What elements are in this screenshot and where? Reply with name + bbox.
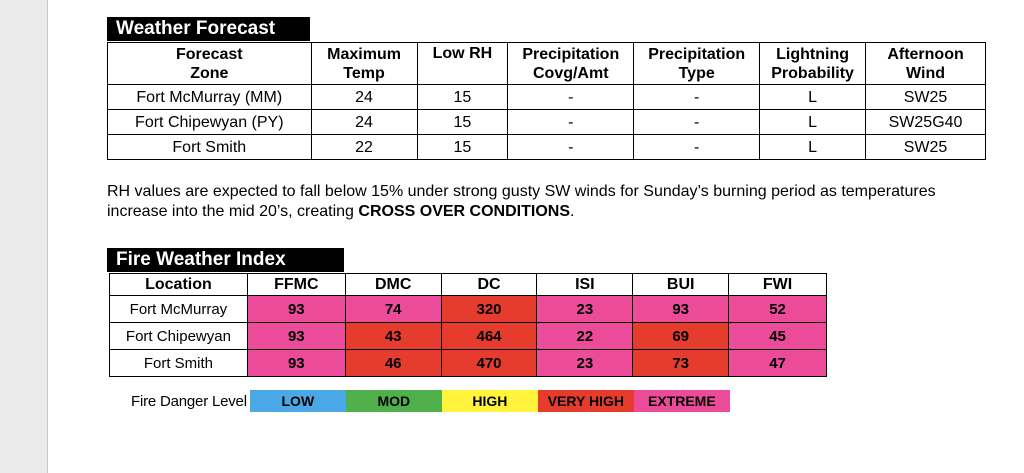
low-rh-cell: 15 bbox=[417, 110, 508, 135]
fire-weather-index-table bbox=[109, 273, 827, 377]
document-page bbox=[47, 0, 1024, 473]
header-bui: BUI bbox=[633, 274, 729, 296]
precip-covg-cell: - bbox=[508, 110, 634, 135]
precip-type-cell: - bbox=[634, 85, 760, 110]
table-row bbox=[110, 296, 827, 323]
dc-cell: 470 bbox=[441, 350, 537, 377]
zone-cell: Fort McMurray (MM) bbox=[108, 85, 312, 110]
zone-cell: Fort Smith bbox=[108, 135, 312, 160]
precip-covg-cell: - bbox=[508, 135, 634, 160]
dmc-cell: 43 bbox=[345, 323, 441, 350]
ffmc-cell: 93 bbox=[247, 350, 345, 377]
location-cell: Fort Smith bbox=[110, 350, 248, 377]
dmc-cell: 46 bbox=[345, 350, 441, 377]
legend-mod: MOD bbox=[346, 390, 442, 412]
lightning-cell: L bbox=[760, 110, 866, 135]
dmc-cell: 74 bbox=[345, 296, 441, 323]
note-suffix: . bbox=[569, 203, 575, 220]
zone-cell: Fort Chipewyan (PY) bbox=[108, 110, 312, 135]
legend-low: LOW bbox=[250, 390, 346, 412]
header-precipitation-type: Precipitation Type bbox=[634, 43, 760, 85]
location-cell: Fort Chipewyan bbox=[110, 323, 248, 350]
legend-high: HIGH bbox=[442, 390, 538, 412]
table-row bbox=[108, 135, 986, 160]
wind-cell: SW25 bbox=[866, 85, 986, 110]
header-afternoon-wind: Afternoon Wind bbox=[866, 43, 986, 85]
fire-weather-index-title: Fire Weather Index bbox=[107, 248, 344, 272]
low-rh-cell: 15 bbox=[417, 135, 508, 160]
header-dc: DC bbox=[441, 274, 537, 296]
fwi-cell: 47 bbox=[729, 350, 827, 377]
table-row bbox=[108, 85, 986, 110]
header-isi: ISI bbox=[537, 274, 633, 296]
weather-forecast-title: Weather Forecast bbox=[107, 17, 310, 41]
note-text: RH values are expected to fall below 15% under strong gusty SW winds for Sunday’s burning period as temperatures increase into the mid 20’s, creating bbox=[107, 183, 936, 220]
table-row bbox=[108, 110, 986, 135]
bui-cell: 69 bbox=[633, 323, 729, 350]
lightning-cell: L bbox=[760, 135, 866, 160]
fwi-cell: 52 bbox=[729, 296, 827, 323]
header-maximum-temp: Maximum Temp bbox=[311, 43, 417, 85]
bui-cell: 73 bbox=[633, 350, 729, 377]
isi-cell: 23 bbox=[537, 350, 633, 377]
dc-cell: 464 bbox=[441, 323, 537, 350]
location-cell: Fort McMurray bbox=[110, 296, 248, 323]
header-lightning-probability: Lightning Probability bbox=[760, 43, 866, 85]
header-dmc: DMC bbox=[345, 274, 441, 296]
bui-cell: 93 bbox=[633, 296, 729, 323]
header-ffmc: FFMC bbox=[247, 274, 345, 296]
ffmc-cell: 93 bbox=[247, 323, 345, 350]
header-precipitation-covg: Precipitation Covg/Amt bbox=[508, 43, 634, 85]
header-low-rh: Low RH bbox=[417, 43, 508, 85]
max-temp-cell: 22 bbox=[311, 135, 417, 160]
fwi-cell: 45 bbox=[729, 323, 827, 350]
lightning-cell: L bbox=[760, 85, 866, 110]
max-temp-cell: 24 bbox=[311, 110, 417, 135]
table-row bbox=[110, 323, 827, 350]
low-rh-cell: 15 bbox=[417, 85, 508, 110]
fire-danger-legend bbox=[131, 390, 730, 412]
table-row bbox=[110, 350, 827, 377]
weather-forecast-header-row bbox=[108, 43, 986, 85]
precip-type-cell: - bbox=[634, 135, 760, 160]
wind-cell: SW25 bbox=[866, 135, 986, 160]
header-fwi: FWI bbox=[729, 274, 827, 296]
precip-covg-cell: - bbox=[508, 85, 634, 110]
precip-type-cell: - bbox=[634, 110, 760, 135]
legend-very-high: VERY HIGH bbox=[538, 390, 634, 412]
forecast-note bbox=[107, 182, 967, 222]
max-temp-cell: 24 bbox=[311, 85, 417, 110]
note-emphasis: CROSS OVER CONDITIONS bbox=[358, 203, 570, 220]
header-forecast-zone: Forecast Zone bbox=[108, 43, 312, 85]
wind-cell: SW25G40 bbox=[866, 110, 986, 135]
isi-cell: 22 bbox=[537, 323, 633, 350]
header-location: Location bbox=[110, 274, 248, 296]
legend-label: Fire Danger Level bbox=[131, 392, 247, 410]
fwi-header-row bbox=[110, 274, 827, 296]
dc-cell: 320 bbox=[441, 296, 537, 323]
isi-cell: 23 bbox=[537, 296, 633, 323]
weather-forecast-table bbox=[107, 42, 986, 160]
legend-extreme: EXTREME bbox=[634, 390, 730, 412]
ffmc-cell: 93 bbox=[247, 296, 345, 323]
